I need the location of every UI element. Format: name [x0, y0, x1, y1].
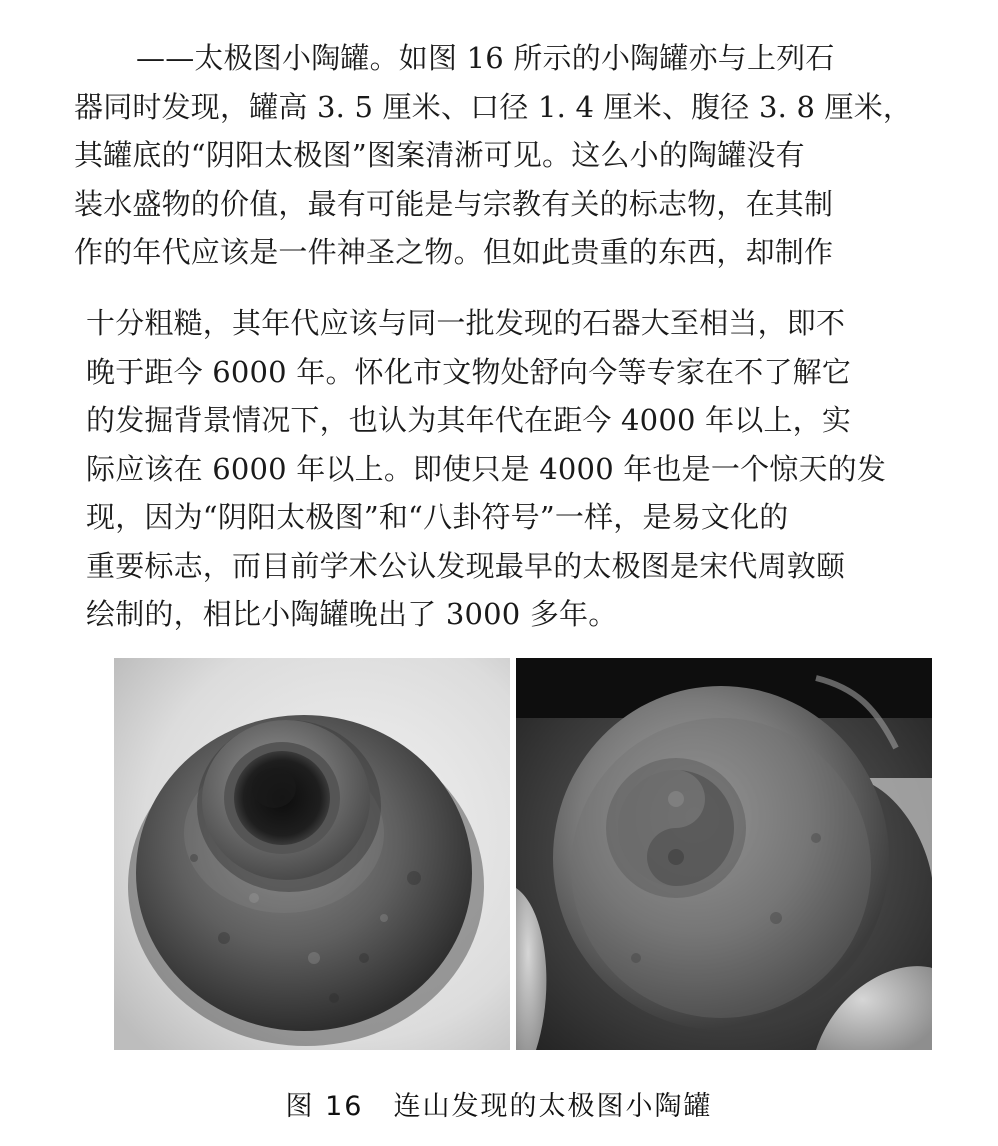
- paragraph-line: 现，因为“阴阳太极图”和“八卦符号”一样，是易文化的: [86, 500, 789, 534]
- paragraph-line: 际应该在 6000 年以上。即使只是 4000 年也是一个惊天的发: [86, 451, 887, 486]
- paragraph-2: [86, 299, 952, 639]
- paragraph-line: 的发掘背景情况下，也认为其年代在距今 4000 年以上，实: [86, 403, 852, 437]
- paragraph-line: 绘制的，相比小陶罐晚出了 3000 多年。: [86, 597, 618, 631]
- paragraph-line: 晚于距今 6000 年。怀化市文物处舒向今等专家在不了解它: [86, 354, 852, 389]
- paragraph-line: 装水盛物的价值，最有可能是与宗教有关的标志物，在其制: [74, 186, 834, 221]
- paragraph-line: ——太极图小陶罐。如图 16 所示的小陶罐亦与上列石: [136, 41, 835, 75]
- paragraph-line: 其罐底的“阴阳太极图”图案清淅可见。这么小的陶罐没有: [74, 138, 805, 172]
- paragraph-line: 作的年代应该是一件神圣之物。但如此贵重的东西，却制作: [74, 235, 834, 269]
- figure-16: [114, 658, 932, 1050]
- figure-caption: [0, 1084, 998, 1123]
- figure-number: 图 16: [285, 1091, 364, 1122]
- pot-base-taiji-photo: [516, 658, 932, 1050]
- paragraph-line: 重要标志，而目前学术公认发现最早的太极图是宋代周敦颐: [86, 548, 846, 583]
- paragraph-line: 十分粗糙，其年代应该与同一批发现的石器大至相当，即不: [86, 306, 846, 340]
- paragraph-line: 器同时发现，罐高 3. 5 厘米、口径 1. 4 厘米、腹径 3. 8 厘米，: [74, 89, 913, 124]
- figure-title: 连山发现的太极图小陶罐: [393, 1091, 713, 1122]
- paragraph-1: [74, 34, 940, 277]
- pot-top-view-photo: [114, 658, 510, 1050]
